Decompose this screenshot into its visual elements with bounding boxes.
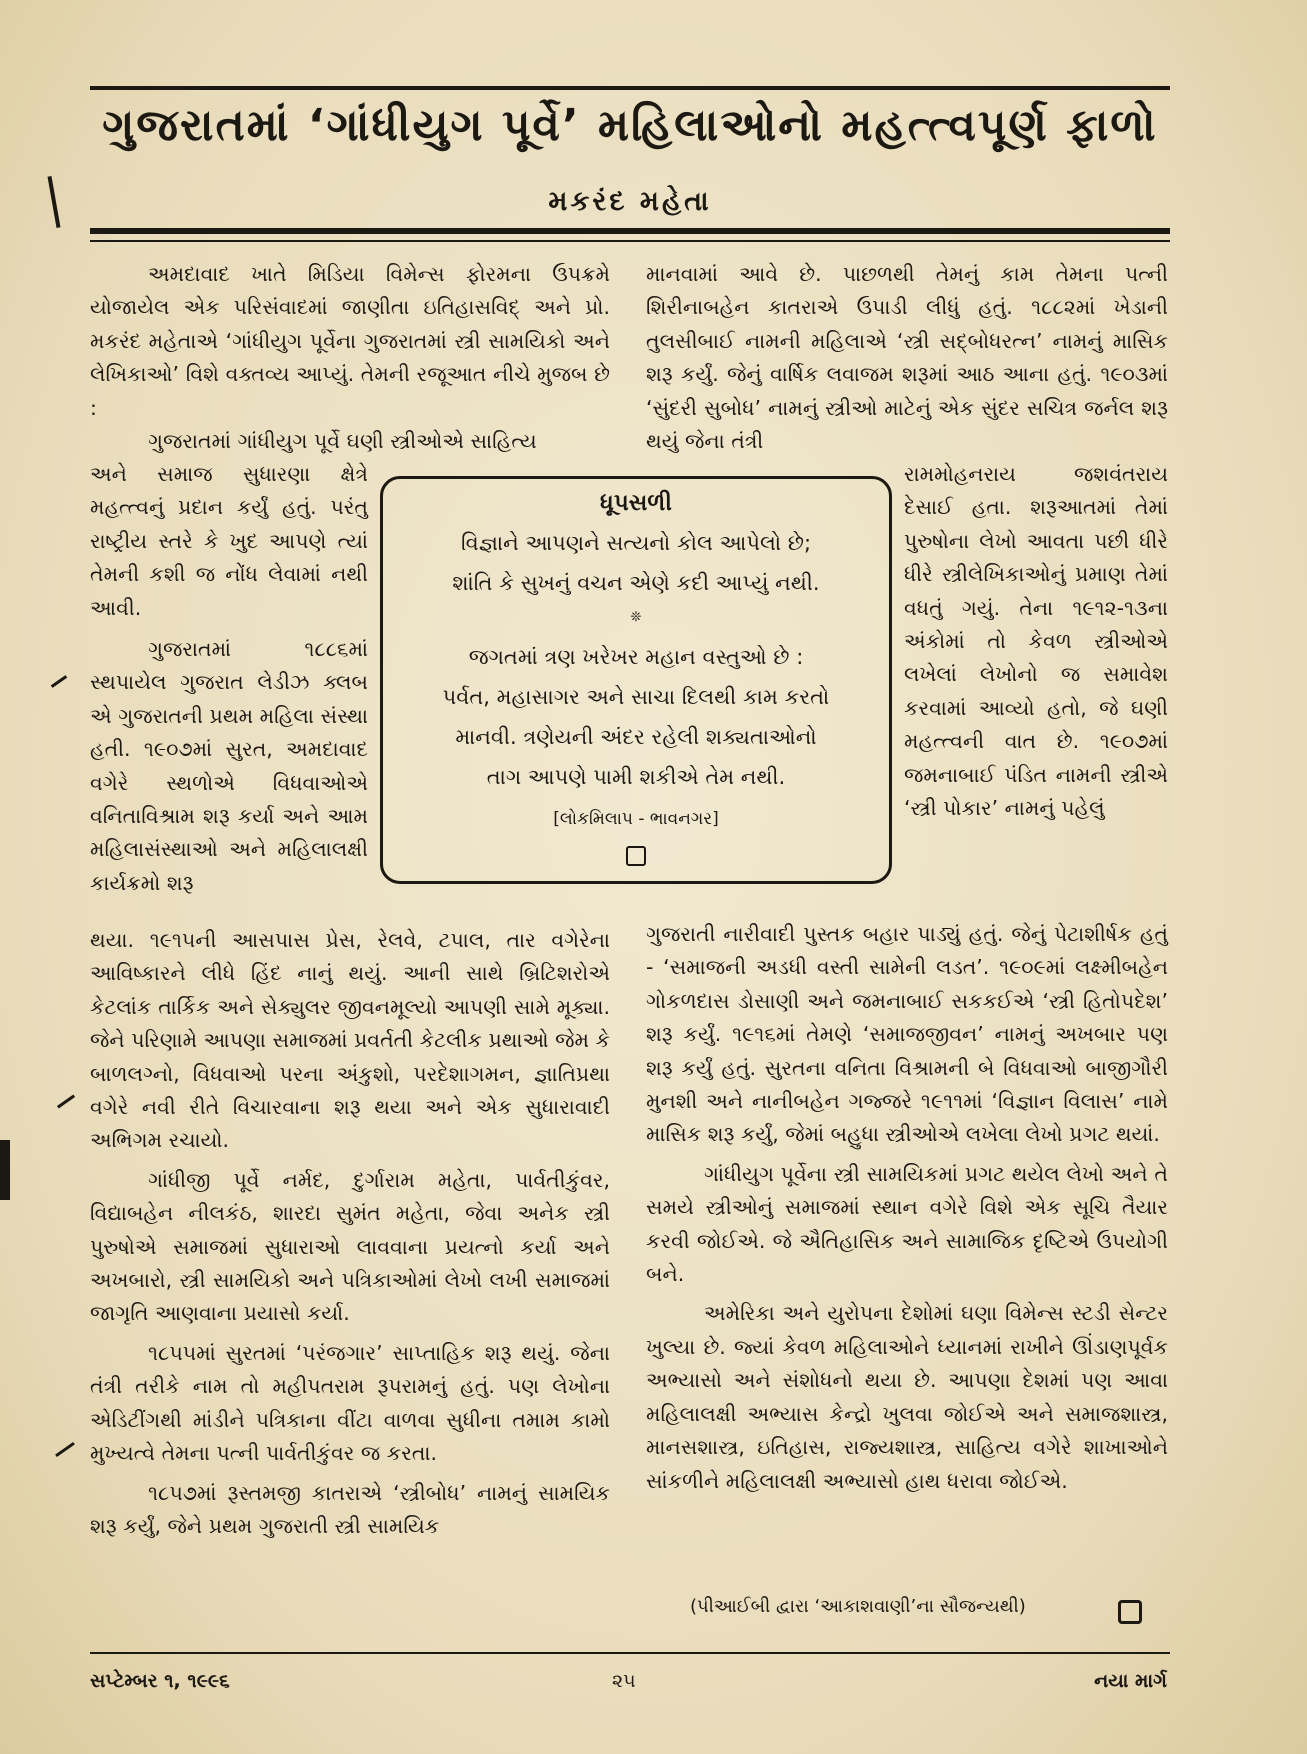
paragraph: ગાંધીયુગ પૂર્વેના સ્ત્રી સામયિકમાં પ્રગટ થયેલ લેખો અને તે સમયે સ્ત્રીઓનું સમાજમાં સ્થાન વગેરે વિશે એક સૂચિ તૈયાર કરવી જોઈએ. જે ઐતિહાસિક અને સામાજિક દૃષ્ટિએ ઉપયોગી બને. — [646, 1161, 1168, 1287]
right-column-top — [646, 258, 1168, 458]
tear-mark-icon — [57, 1095, 75, 1109]
box-line: પર્વત, મહાસાગર અને સાચા દિલથી કામ કરતો — [442, 685, 830, 709]
paragraph: ૧૮૫૫માં સુરતમાં ‘પરંજગાર’ સાપ્તાહિક શરૂ થયું. જેના તંત્રી તરીકે નામ તો મહીપતરામ રૂપરામનું હતું. પણ લેખોના એડિટીંગથી માંડીને પત્રિકાના વીંટા વાળવા સુધીના તમામ કામો મુખ્યત્વે તેમના પત્ની પાર્વતીકુંવર જ કરતા. — [90, 1340, 610, 1466]
tear-mark-icon — [48, 176, 61, 228]
paragraph: ગાંધીજી પૂર્વે નર્મદ, દુર્ગારામ મહેતા, પાર્વતીકુંવર, વિદ્યાબહેન નીલકંઠ, શારદા સુમંત મહેતા, જેવા અનેક સ્ત્રી પુરુષોએ સમાજમાં સુધારાઓ લાવવાના પ્રયત્નો કર્યા અને અખબારો, સ્ત્રી સામયિકો અને પત્રિકાઓમાં લેખો લખી સમાજમાં જાગૃતિ આણવાના પ્રયાસો કર્યા. — [90, 1167, 610, 1326]
title-rule-thick — [90, 228, 1170, 234]
paragraph: ૧૮૫૭માં રૂસ્તમજી કાતરાએ ‘સ્ત્રીબોધ’ નામનું સામયિક શરૂ કર્યું, જેને પ્રથમ ગુજરાતી સ્ત્રી સામયિક — [90, 1480, 610, 1538]
box-source: [લોકમિલાપ - ભાવનગર] — [553, 809, 719, 829]
box-title: ધૂપસળી — [600, 490, 672, 516]
footer-date: સપ્ટેમ્બર ૧, ૧૯૯૬ — [90, 1670, 230, 1692]
separator-icon: ❊ — [630, 610, 642, 625]
box-line: વિજ્ઞાને આપણને સત્યનો કોલ આપેલો છે; — [460, 531, 812, 555]
left-column-narrow — [90, 458, 368, 900]
footer-rule — [90, 1652, 1170, 1654]
title-rule-thin — [90, 240, 1170, 242]
tear-mark-icon — [55, 1442, 75, 1457]
page-number: ૨૫ — [612, 1670, 636, 1692]
magazine-name: નયા માર્ગ — [1094, 1670, 1167, 1692]
right-column-narrow — [904, 458, 1168, 825]
top-rule — [90, 86, 1170, 90]
tear-mark-icon — [0, 1140, 10, 1200]
box-line: માનવી. ત્રણેયની અંદર રહેલી શક્યતાઓનો — [455, 725, 817, 749]
right-column-bottom — [646, 918, 1168, 1498]
article-author: મકરંદ મહેતા — [548, 186, 712, 217]
paragraph: ગુજરાતમાં ૧૮૮૬માં સ્થપાયેલ ગુજરાત લેડીઝ ક્લબ એ ગુજરાતની પ્રથમ મહિલા સંસ્થા હતી. ૧૯૦૭માં સુરત, અમદાવાદ વગેરે સ્થળોએ વિધવાઓએ વનિતાવિશ્રામ શરૂ કર્યા અને આમ મહિલાસંસ્થાઓ અને મહિલાલક્ષી કાર્યક્રમો શરૂ — [90, 637, 368, 895]
paragraph: અને સમાજ સુધારણા ક્ષેત્રે મહત્ત્વનું પ્રદાન કર્યું હતું. પરંતુ રાષ્ટ્રીય સ્તરે કે ખુદ આપણે ત્યાં તેમની કશી જ નોંધ લેવામાં નથી આવી. — [90, 462, 368, 620]
left-column-top — [90, 258, 610, 458]
paragraph: અમેરિકા અને યુરોપના દેશોમાં ઘણા વિમેન્સ સ્ટડી સેન્ટર ખુલ્યા છે. જ્યાં કેવળ મહિલાઓને ધ્યાનમાં રાખીને ઊંડાણપૂર્વક અભ્યાસો અને સંશોધનો થયા છે. આપણા દેશમાં પણ આવા મહિલાલક્ષી અભ્યાસ કેન્દ્રો ખુલવા જોઈએ અને સમાજશાસ્ત્ર, માનસશાસ્ત્ર, ઇતિહાસ, રાજ્યશાસ્ત્ર, સાહિત્ય વગેરે શાખાઓને સાંકળીને મહિલાલક્ષી અભ્યાસો હાથ ધરાવા જોઈએ. — [646, 1301, 1168, 1493]
paragraph: ગુજરાતી નારીવાદી પુસ્તક બહાર પાડ્યું હતું. જેનું પેટાશીર્ષક હતું - ‘સમાજની અડધી વસ્તી સામેની લડત’. ૧૯૦૯માં લક્ષ્મીબહેન ગોકળદાસ ડોસાણી અને જમનાબાઈ સકકઈએ ‘સ્ત્રી હિતોપદેશ’ શરૂ કર્યું. ૧૯૧૬માં તેમણે ‘સમાજજીવન’ નામનું અખબાર પણ શરૂ કર્યું હતું. સુરતના વનિતા વિશ્રામની બે વિધવાઓ બાજીગૌરી મુનશી અને નાનીબહેન ગજ્જરે ૧૯૧૧માં ‘વિજ્ઞાન વિલાસ’ નામે માસિક શરૂ કર્યું, જેમાં બહુધા સ્ત્રીઓએ લખેલા લેખો પ્રગટ થયાં. — [646, 922, 1168, 1147]
box-end-mark-icon — [626, 846, 646, 866]
tear-mark-icon — [51, 675, 67, 688]
paragraph: અમદાવાદ ખાતે મિડિયા વિમેન્સ ફોરમના ઉપક્રમે યોજાયેલ એક પરિસંવાદમાં જાણીતા ઇતિહાસવિદ્ અને પ્રો. મકરંદ મહેતાએ ‘ગાંધીયુગ પૂર્વેના ગુજરાતમાં સ્ત્રી સામયિકો અને લેખિકાઓ’ વિશે વક્તવ્ય આપ્યું. તેમની રજૂઆત નીચે મુજબ છે : — [90, 262, 610, 420]
box-line: તાગ આપણે પામી શકીએ તેમ નથી. — [486, 765, 786, 789]
paragraph: માનવામાં આવે છે. પાછળથી તેમનું કામ તેમના પત્ની શિરીનાબહેન કાતરાએ ઉપાડી લીધું હતું. ૧૮૮૨માં ખેડાની તુલસીબાઈ નામની મહિલાએ ‘સ્ત્રી સદ્બોધરત્ન’ નામનું માસિક શરૂ કર્યું. જેનું વાર્ષિક લવાજમ શરૂમાં આઠ આના હતું. ૧૯૦૩માં ‘સુંદરી સુબોધ’ નામનું સ્ત્રીઓ માટેનું એક સુંદર સચિત્ર જર્નલ શરૂ થયું જેના તંત્રી — [646, 262, 1168, 454]
paragraph: રામમોહનરાય જશવંતરાય દેસાઈ હતા. શરૂઆતમાં તેમાં પુરુષોના લેખો આવતા પછી ધીરે ધીરે સ્ત્રીલેખિકાઓનું પ્રમાણ તેમાં વધતું ગયું. તેના ૧૯૧૨-૧૩ના અંકોમાં તો કેવળ સ્ત્રીઓએ લખેલાં લેખોનો જ સમાવેશ કરવામાં આવ્યો હતો, જે ઘણી મહત્ત્વની વાત છે. ૧૯૦૭માં જમનાબાઈ પંડિત નામની સ્ત્રીએ ‘સ્ત્રી પોકાર’ નામનું પહેલું — [904, 462, 1168, 821]
end-mark-icon — [1118, 1600, 1142, 1624]
box-line: જગતમાં ત્રણ ખરેખર મહાન વસ્તુઓ છે : — [468, 645, 804, 669]
left-column-bottom — [90, 924, 610, 1543]
box-line: શાંતિ કે સુખનું વચન એણે કદી આપ્યું નથી. — [452, 571, 820, 595]
article-title: ગુજરાતમાં ‘ગાંધીયુગ પૂર્વે’ મહિલાઓનો મહત્ત્વપૂર્ણ ફાળો — [102, 100, 1158, 151]
paragraph: થયા. ૧૯૧૫ની આસપાસ પ્રેસ, રેલવે, ટપાલ, તાર વગેરેના આવિષ્કારને લીધે હિંદ નાનું થયું. આની સાથે બ્રિટિશરોએ કેટલાંક તાર્કિક અને સેક્યુલર જીવનમૂલ્યો આપણી સામે મૂક્યા. જેને પરિણામે આપણા સમાજમાં પ્રવર્તતી કેટલીક પ્રથાઓ જેમ કે બાળલગ્નો, વિધવાઓ પરના અંકુશો, પરદેશાગમન, જ્ઞાતિપ્રથા વગેરે નવી રીતે વિચારવાના શરૂ થયા અને એક સુધારાવાદી અભિગમ રચાયો. — [90, 928, 610, 1153]
paragraph: ગુજરાતમાં ગાંધીયુગ પૂર્વે ઘણી સ્ત્રીઓએ સાહિત્ય — [148, 429, 537, 454]
quote-box — [380, 476, 892, 884]
credit-line: (પીઆઈબી દ્વારા ‘આકાશવાણી’ના સૌજન્યથી) — [690, 1596, 1026, 1617]
